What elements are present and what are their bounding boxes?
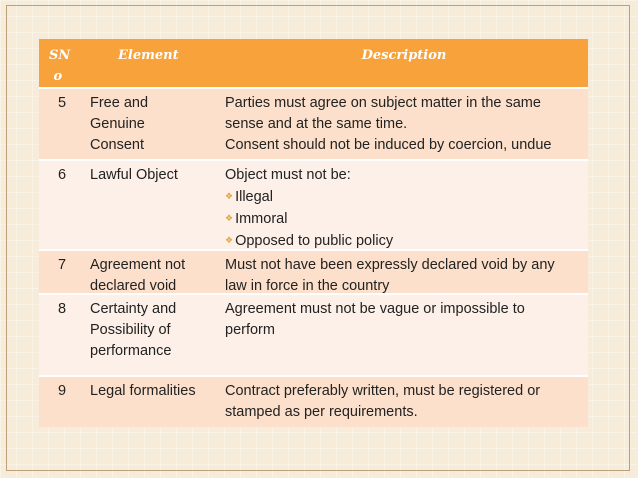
- row-sn: 5: [58, 95, 67, 111]
- description-line: Must not have been expressly declared void by any: [225, 257, 555, 273]
- element-line: declared void: [90, 278, 177, 293]
- header-description: Description: [220, 39, 588, 88]
- table-row: [39, 88, 588, 160]
- table-row: [39, 160, 588, 250]
- description-line: sense and at the same time.: [225, 116, 408, 132]
- description-line: Agreement must not be vague or impossible to: [225, 301, 525, 317]
- element-line: Possibility of: [90, 322, 171, 338]
- description-line: stamped as per requirements.: [225, 404, 418, 420]
- element-line: performance: [90, 343, 172, 359]
- row-element-cell: [85, 294, 220, 376]
- row-description-cell: [220, 294, 588, 376]
- row-element-cell: [85, 250, 220, 294]
- header-sn: SN o: [39, 39, 85, 88]
- element-line: Agreement not: [90, 257, 186, 273]
- row-description-cell: [220, 88, 588, 160]
- description-line: [225, 156, 588, 159]
- row-sn-cell: [39, 88, 85, 160]
- table-row: [39, 294, 588, 376]
- description-line: Parties must agree on subject matter in the same: [225, 95, 541, 111]
- row-sn-cell: [39, 160, 85, 250]
- row-element-cell: [85, 160, 220, 250]
- header-element: Element: [85, 39, 220, 88]
- table-header-row: [39, 39, 588, 88]
- element-line: Free and: [90, 95, 149, 111]
- description-line: law in force in the country: [225, 278, 390, 293]
- row-sn-cell: [39, 294, 85, 376]
- description-line: Object must not be:: [225, 167, 351, 183]
- row-sn: 9: [58, 383, 67, 399]
- description-bullet: ❖ Immoral: [225, 208, 588, 230]
- description-line: Consent should not be induced by coercion, undue: [225, 137, 552, 153]
- row-sn-cell: [39, 376, 85, 427]
- row-element-cell: [85, 376, 220, 427]
- element-line: Genuine: [90, 116, 145, 132]
- description-bullet: ❖ Opposed to public policy: [225, 230, 588, 249]
- row-description-cell: [220, 160, 588, 250]
- row-element-cell: [85, 88, 220, 160]
- table-row: [39, 250, 588, 294]
- row-sn: 7: [58, 257, 67, 273]
- row-sn-cell: [39, 250, 85, 294]
- element-line: Certainty and: [90, 301, 177, 317]
- description-line: perform: [225, 322, 275, 338]
- row-sn: 8: [58, 301, 67, 317]
- description-bullet: ❖ Illegal: [225, 186, 588, 208]
- row-description-cell: [220, 250, 588, 294]
- row-description-cell: [220, 376, 588, 427]
- table-row: [39, 376, 588, 427]
- row-sn: 6: [58, 167, 67, 183]
- description-line: Contract preferably written, must be registered or: [225, 383, 541, 399]
- contract-elements-table: [39, 39, 588, 427]
- element-line: Legal formalities: [90, 383, 196, 399]
- element-line: Lawful Object: [90, 167, 178, 183]
- element-line: Consent: [90, 137, 145, 153]
